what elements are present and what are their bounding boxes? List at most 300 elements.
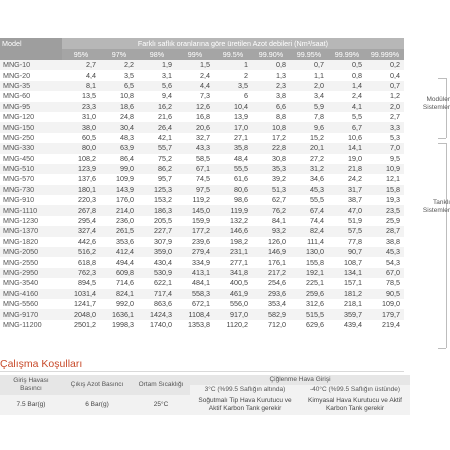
table-row (0, 247, 404, 257)
flow-rate-cell: 254,6 (252, 278, 290, 288)
flow-rate-cell: 54,3 (366, 257, 404, 267)
flow-rate-cell: 359,7 (328, 309, 366, 319)
purity-header: 99.90% (252, 49, 290, 60)
side-label-line: Sistemler (422, 207, 450, 214)
modular-systems-label (404, 96, 450, 112)
model-cell: MNG-2550 (0, 257, 62, 267)
flow-rate-cell: 177,2 (176, 226, 214, 236)
flow-rate-cell: 45,3 (290, 185, 328, 195)
flow-rate-cell: 14,1 (328, 143, 366, 153)
flow-rate-cell: 55,5 (214, 164, 252, 174)
flow-rate-cell: 57,5 (328, 226, 366, 236)
flow-rate-cell: 93,2 (252, 226, 290, 236)
flow-rate-cell: 0,8 (252, 60, 290, 70)
flow-rate-cell: 516,2 (62, 247, 100, 257)
flow-rate-cell: 327,4 (62, 226, 100, 236)
flow-rate-cell: 218,1 (328, 299, 366, 309)
flow-rate-cell: 0,5 (328, 60, 366, 70)
flow-rate-cell: 18,6 (100, 102, 138, 112)
flow-rate-group-header: Farklı saflık oranlarına göre üretilen Azot debileri (Nm³/saat) (62, 38, 404, 49)
table-row (0, 91, 404, 101)
flow-rate-cell: 2501,2 (62, 320, 100, 330)
flow-rate-cell: 2,4 (176, 70, 214, 80)
tank-group-bracket (446, 143, 447, 348)
inlet-pressure-header: Giriş Havası Basıncı (0, 375, 62, 395)
model-column-header-spacer (0, 49, 62, 60)
flow-rate-cell: 307,9 (138, 237, 176, 247)
flow-rate-cell: 0,8 (328, 70, 366, 80)
flow-rate-cell: 86,4 (100, 154, 138, 164)
flow-rate-cell: 3,5 (100, 70, 138, 80)
flow-rate-cell: 6 (214, 91, 252, 101)
flow-rate-cell: 1424,3 (138, 309, 176, 319)
flow-rate-cell: 123,9 (62, 164, 100, 174)
flow-rate-cell: 3,4 (290, 91, 328, 101)
model-cell: MNG-1230 (0, 216, 62, 226)
model-cell: MNG-20 (0, 70, 62, 80)
flow-rate-cell: 80,0 (62, 143, 100, 153)
flow-rate-cell: 261,5 (100, 226, 138, 236)
table-row (0, 226, 404, 236)
flow-rate-cell: 38,0 (62, 122, 100, 132)
flow-rate-cell: 10,6 (328, 133, 366, 143)
flow-rate-cell: 1241,7 (62, 299, 100, 309)
table-row (0, 195, 404, 205)
flow-rate-cell: 21,8 (328, 164, 366, 174)
flow-rate-cell: 176,1 (252, 257, 290, 267)
flow-rate-cell: 205,5 (138, 216, 176, 226)
flow-rate-cell: 4,4 (62, 70, 100, 80)
flow-rate-cell: 484,1 (176, 278, 214, 288)
model-cell: MNG-95 (0, 102, 62, 112)
flow-rate-cell: 609,8 (100, 268, 138, 278)
flow-rate-cell: 20,6 (176, 122, 214, 132)
flow-rate-cell: 2,0 (290, 81, 328, 91)
flow-rate-cell: 108,7 (328, 257, 366, 267)
flow-rate-cell: 236,0 (100, 216, 138, 226)
flow-rate-cell: 75,2 (138, 154, 176, 164)
flow-rate-cell: 134,1 (328, 268, 366, 278)
model-cell: MNG-1820 (0, 237, 62, 247)
flow-rate-cell: 74,5 (176, 174, 214, 184)
flow-rate-cell: 23,3 (62, 102, 100, 112)
flow-rate-cell: 137,6 (62, 174, 100, 184)
side-label-line: Tanklı (433, 199, 450, 206)
tank-group-bracket-top (438, 143, 446, 144)
operating-conditions-table (0, 375, 410, 415)
flow-rate-cell: 48,4 (214, 154, 252, 164)
flow-rate-cell: 74,4 (290, 216, 328, 226)
flow-rate-cell: 1120,2 (214, 320, 252, 330)
flow-rate-cell: 48,3 (100, 133, 138, 143)
flow-rate-cell: 863,6 (138, 299, 176, 309)
flow-rate-cell: 917,0 (214, 309, 252, 319)
side-label-line: Sistemler (422, 104, 450, 111)
flow-rate-cell: 38,8 (366, 237, 404, 247)
table-row (0, 257, 404, 267)
flow-rate-cell: 180,1 (62, 185, 100, 195)
modular-group-bracket-bottom (438, 138, 446, 139)
flow-rate-cell: 0,4 (366, 70, 404, 80)
flow-rate-cell: 30,8 (252, 154, 290, 164)
flow-rate-cell: 43,3 (176, 143, 214, 153)
flow-rate-cell: 439,4 (328, 320, 366, 330)
flow-rate-cell: 2,7 (366, 112, 404, 122)
flow-rate-cell: 1636,1 (100, 309, 138, 319)
flow-rate-cell: 8,8 (252, 112, 290, 122)
flow-rate-cell: 341,8 (214, 268, 252, 278)
flow-rate-cell: 17,0 (214, 122, 252, 132)
flow-rate-cell: 143,9 (100, 185, 138, 195)
flow-rate-cell: 1,9 (138, 60, 176, 70)
flow-rate-cell: 159,9 (176, 216, 214, 226)
flow-rate-cell: 78,5 (366, 278, 404, 288)
flow-rate-cell: 130,0 (290, 247, 328, 257)
table-row (0, 309, 404, 319)
flow-rate-cell: 8,1 (62, 81, 100, 91)
flow-rate-cell: 42,1 (138, 133, 176, 143)
flow-rate-cell: 35,3 (252, 164, 290, 174)
flow-rate-cell: 119,2 (176, 195, 214, 205)
flow-rate-cell: 10,8 (100, 91, 138, 101)
flow-rate-cell: 80,6 (214, 185, 252, 195)
flow-rate-cell: 629,6 (290, 320, 328, 330)
dryer-requirement-a: Soğutmalı Tip Hava Kurutucu ve Aktif Karbon Tank gerekir (190, 395, 300, 415)
flow-rate-cell: 25,9 (366, 216, 404, 226)
flow-rate-cell: 219,4 (366, 320, 404, 330)
model-cell: MNG-730 (0, 185, 62, 195)
flow-rate-cell: 6,5 (100, 81, 138, 91)
model-cell: MNG-330 (0, 143, 62, 153)
table-header-group-row (0, 38, 404, 49)
model-cell: MNG-250 (0, 133, 62, 143)
flow-rate-cell: 259,6 (290, 289, 328, 299)
flow-rate-cell: 13,9 (214, 112, 252, 122)
flow-rate-cell: 6,6 (252, 102, 290, 112)
flow-rate-cell: 20,1 (290, 143, 328, 153)
flow-rate-cell: 7,3 (176, 91, 214, 101)
flow-rate-cell: 51,9 (328, 216, 366, 226)
flow-rate-cell: 231,1 (214, 247, 252, 257)
flow-rate-cell: 9,4 (138, 91, 176, 101)
flow-rate-cell: 0,2 (366, 60, 404, 70)
flow-rate-cell: 267,8 (62, 205, 100, 215)
flow-rate-cell: 1,5 (176, 60, 214, 70)
table-row (0, 143, 404, 153)
table-row (0, 81, 404, 91)
purity-header: 99% (176, 49, 214, 60)
flow-rate-cell: 22,8 (252, 143, 290, 153)
flow-rate-cell: 2 (214, 70, 252, 80)
flow-rate-cell: 7,8 (290, 112, 328, 122)
flow-rate-cell: 3,8 (252, 91, 290, 101)
flow-rate-cell: 714,6 (100, 278, 138, 288)
flow-rate-cell: 192,1 (290, 268, 328, 278)
flow-rate-cell: 9,6 (290, 122, 328, 132)
flow-rate-cell: 220,3 (62, 195, 100, 205)
table-row (0, 185, 404, 195)
flow-rate-cell: 95,7 (138, 174, 176, 184)
flow-rate-cell: 1108,4 (176, 309, 214, 319)
flow-rate-cell: 55,5 (290, 195, 328, 205)
model-cell: MNG-570 (0, 174, 62, 184)
flow-rate-cell: 109,9 (100, 174, 138, 184)
model-cell: MNG-5560 (0, 299, 62, 309)
table-row (0, 122, 404, 132)
flow-rate-cell: 412,4 (100, 247, 138, 257)
table-row (0, 268, 404, 278)
flow-rate-cell: 2,7 (62, 60, 100, 70)
table-row (0, 320, 404, 330)
flow-rate-cell: 353,4 (252, 299, 290, 309)
flow-rate-cell: 19,0 (328, 154, 366, 164)
flow-rate-table (0, 38, 404, 330)
table-row (0, 278, 404, 288)
outlet-pressure-header: Çıkış Azot Basıncı (62, 375, 132, 395)
flow-rate-cell: 2,0 (366, 102, 404, 112)
flow-rate-cell: 359,0 (138, 247, 176, 257)
table-row (0, 164, 404, 174)
section-divider (0, 371, 404, 372)
flow-rate-cell: 145,0 (176, 205, 214, 215)
flow-rate-cell: 12,6 (176, 102, 214, 112)
dew-point-sub-a: 3°C (%99.5 Saflığın altında) (190, 385, 300, 395)
flow-rate-cell: 13,5 (62, 91, 100, 101)
flow-rate-cell: 126,0 (252, 237, 290, 247)
flow-rate-cell: 30,4 (100, 122, 138, 132)
flow-rate-cell: 31,7 (328, 185, 366, 195)
flow-rate-cell: 38,7 (328, 195, 366, 205)
flow-rate-cell: 60,5 (62, 133, 100, 143)
flow-rate-cell: 146,6 (214, 226, 252, 236)
inlet-pressure-value: 7.5 Bar(g) (0, 395, 62, 415)
flow-rate-cell: 84,1 (252, 216, 290, 226)
flow-rate-cell: 3,5 (214, 81, 252, 91)
flow-rate-cell: 530,9 (138, 268, 176, 278)
flow-rate-cell: 24,2 (328, 174, 366, 184)
flow-rate-cell: 179,7 (366, 309, 404, 319)
tank-systems-label (404, 199, 450, 215)
flow-rate-cell: 582,9 (252, 309, 290, 319)
flow-rate-cell: 146,9 (252, 247, 290, 257)
flow-rate-cell: 1,1 (290, 70, 328, 80)
purity-header: 99.99% (328, 49, 366, 60)
flow-rate-cell: 0,7 (366, 81, 404, 91)
flow-rate-cell: 45,3 (366, 247, 404, 257)
model-cell: MNG-3540 (0, 278, 62, 288)
flow-rate-cell: 430,4 (138, 257, 176, 267)
flow-rate-cell: 5,3 (366, 133, 404, 143)
flow-rate-cell: 217,2 (252, 268, 290, 278)
flow-rate-cell: 109,0 (366, 299, 404, 309)
flow-rate-cell: 32,7 (176, 133, 214, 143)
flow-rate-cell: 90,5 (366, 289, 404, 299)
flow-rate-cell: 717,4 (138, 289, 176, 299)
flow-rate-cell: 2,3 (252, 81, 290, 91)
flow-rate-cell: 6,7 (328, 122, 366, 132)
purity-header: 98% (138, 49, 176, 60)
flow-rate-cell: 295,4 (62, 216, 100, 226)
flow-rate-cell: 24,8 (100, 112, 138, 122)
flow-rate-cell: 155,8 (290, 257, 328, 267)
ambient-temperature-header: Ortam Sıcaklığı (132, 375, 190, 395)
purity-header: 99.5% (214, 49, 252, 60)
table-row (0, 174, 404, 184)
flow-rate-cell: 225,1 (290, 278, 328, 288)
table-row (0, 60, 404, 70)
flow-rate-cell: 5,5 (328, 112, 366, 122)
flow-rate-cell: 27,1 (214, 133, 252, 143)
flow-rate-cell: 515,5 (290, 309, 328, 319)
flow-rate-cell: 132,2 (214, 216, 252, 226)
flow-rate-cell: 4,1 (328, 102, 366, 112)
flow-rate-cell: 97,5 (176, 185, 214, 195)
flow-rate-cell: 31,0 (62, 112, 100, 122)
flow-rate-cell: 5,6 (138, 81, 176, 91)
flow-rate-cell: 61,6 (214, 174, 252, 184)
table-row (0, 70, 404, 80)
model-cell: MNG-150 (0, 122, 62, 132)
flow-rate-cell: 67,1 (176, 164, 214, 174)
flow-rate-cell: 214,0 (100, 205, 138, 215)
flow-rate-cell: 76,2 (252, 205, 290, 215)
flow-rate-cell: 400,5 (214, 278, 252, 288)
flow-rate-cell: 55,7 (138, 143, 176, 153)
table-row (0, 112, 404, 122)
flow-rate-cell: 5,9 (290, 102, 328, 112)
flow-rate-cell: 17,2 (252, 133, 290, 143)
flow-rate-cell: 10,8 (252, 122, 290, 132)
flow-rate-cell: 99,0 (100, 164, 138, 174)
flow-rate-cell: 15,8 (366, 185, 404, 195)
flow-rate-cell: 82,4 (290, 226, 328, 236)
flow-rate-cell: 125,3 (138, 185, 176, 195)
flow-rate-cell: 293,6 (252, 289, 290, 299)
flow-rate-cell: 1353,8 (176, 320, 214, 330)
flow-rate-cell: 1 (214, 60, 252, 70)
flow-rate-cell: 111,4 (290, 237, 328, 247)
flow-rate-cell: 58,5 (176, 154, 214, 164)
flow-rate-cell: 12,1 (366, 174, 404, 184)
table-row (0, 237, 404, 247)
model-cell: MNG-1370 (0, 226, 62, 236)
model-cell: MNG-60 (0, 91, 62, 101)
model-cell: MNG-1110 (0, 205, 62, 215)
purity-header: 95% (62, 49, 100, 60)
flow-rate-cell: 27,2 (290, 154, 328, 164)
model-cell: MNG-10 (0, 60, 62, 70)
flow-rate-cell: 494,4 (100, 257, 138, 267)
flow-rate-cell: 442,6 (62, 237, 100, 247)
flow-rate-cell: 19,3 (366, 195, 404, 205)
flow-rate-cell: 712,0 (252, 320, 290, 330)
flow-rate-cell: 186,3 (138, 205, 176, 215)
flow-rate-cell: 461,9 (214, 289, 252, 299)
dew-point-header: Çiğlenme Hava Girişi (190, 375, 410, 385)
purity-header: 99.95% (290, 49, 328, 60)
ambient-temperature-value: 25°C (132, 395, 190, 415)
flow-rate-cell: 0,7 (290, 60, 328, 70)
table-row (0, 289, 404, 299)
flow-rate-cell: 21,6 (138, 112, 176, 122)
model-cell: MNG-11200 (0, 320, 62, 330)
flow-rate-cell: 556,0 (214, 299, 252, 309)
flow-rate-cell: 3,3 (366, 122, 404, 132)
flow-rate-cell: 34,6 (290, 174, 328, 184)
flow-rate-cell: 181,2 (328, 289, 366, 299)
flow-rate-cell: 353,6 (100, 237, 138, 247)
purity-header: 99.999% (366, 49, 404, 60)
flow-rate-cell: 67,4 (290, 205, 328, 215)
flow-rate-cell: 51,3 (252, 185, 290, 195)
model-cell: MNG-2950 (0, 268, 62, 278)
table-row (0, 154, 404, 164)
model-cell: MNG-2050 (0, 247, 62, 257)
flow-rate-cell: 15,2 (290, 133, 328, 143)
purity-header-row (0, 49, 404, 60)
flow-rate-cell: 10,4 (214, 102, 252, 112)
flow-rate-cell: 3,1 (138, 70, 176, 80)
flow-rate-cell: 312,6 (290, 299, 328, 309)
flow-rate-cell: 176,0 (100, 195, 138, 205)
model-cell: MNG-910 (0, 195, 62, 205)
model-cell: MNG-450 (0, 154, 62, 164)
flow-rate-cell: 622,1 (138, 278, 176, 288)
tank-group-bracket-bottom (438, 348, 446, 349)
flow-rate-cell: 62,7 (252, 195, 290, 205)
flow-rate-cell: 2,2 (100, 60, 138, 70)
flow-rate-cell: 90,7 (328, 247, 366, 257)
flow-rate-cell: 198,2 (214, 237, 252, 247)
flow-rate-cell: 227,7 (138, 226, 176, 236)
outlet-pressure-value: 6 Bar(g) (62, 395, 132, 415)
model-cell: MNG-120 (0, 112, 62, 122)
flow-rate-cell: 413,1 (176, 268, 214, 278)
dryer-requirement-b: Kimyasal Hava Kurutucu ve Aktif Karbon Tank gerekir (300, 395, 410, 415)
flow-rate-cell: 35,8 (214, 143, 252, 153)
flow-rate-cell: 153,2 (138, 195, 176, 205)
flow-rate-cell: 558,3 (176, 289, 214, 299)
flow-rate-cell: 23,5 (366, 205, 404, 215)
flow-rate-cell: 279,4 (176, 247, 214, 257)
model-cell: MNG-510 (0, 164, 62, 174)
flow-rate-cell: 239,6 (176, 237, 214, 247)
flow-rate-cell: 67,0 (366, 268, 404, 278)
flow-rate-cell: 77,8 (328, 237, 366, 247)
purity-header: 97% (100, 49, 138, 60)
model-cell: MNG-9170 (0, 309, 62, 319)
flow-rate-cell: 1,4 (328, 81, 366, 91)
flow-rate-cell: 618,8 (62, 257, 100, 267)
flow-rate-cell: 1,2 (366, 91, 404, 101)
flow-rate-cell: 47,0 (328, 205, 366, 215)
table-row (0, 299, 404, 309)
flow-rate-cell: 98,6 (214, 195, 252, 205)
flow-rate-cell: 894,5 (62, 278, 100, 288)
flow-rate-cell: 108,2 (62, 154, 100, 164)
flow-rate-cell: 7,0 (366, 143, 404, 153)
flow-rate-cell: 39,2 (252, 174, 290, 184)
flow-rate-cell: 762,3 (62, 268, 100, 278)
table-row (0, 133, 404, 143)
flow-rate-cell: 31,2 (290, 164, 328, 174)
flow-rate-cell: 2048,0 (62, 309, 100, 319)
dew-point-sub-b: -40°C (%99.5 Saflığın üstünde) (300, 385, 410, 395)
flow-rate-cell: 1998,3 (100, 320, 138, 330)
side-label-line: Modüler (426, 96, 450, 103)
table-row (0, 205, 404, 215)
flow-rate-cell: 157,1 (328, 278, 366, 288)
